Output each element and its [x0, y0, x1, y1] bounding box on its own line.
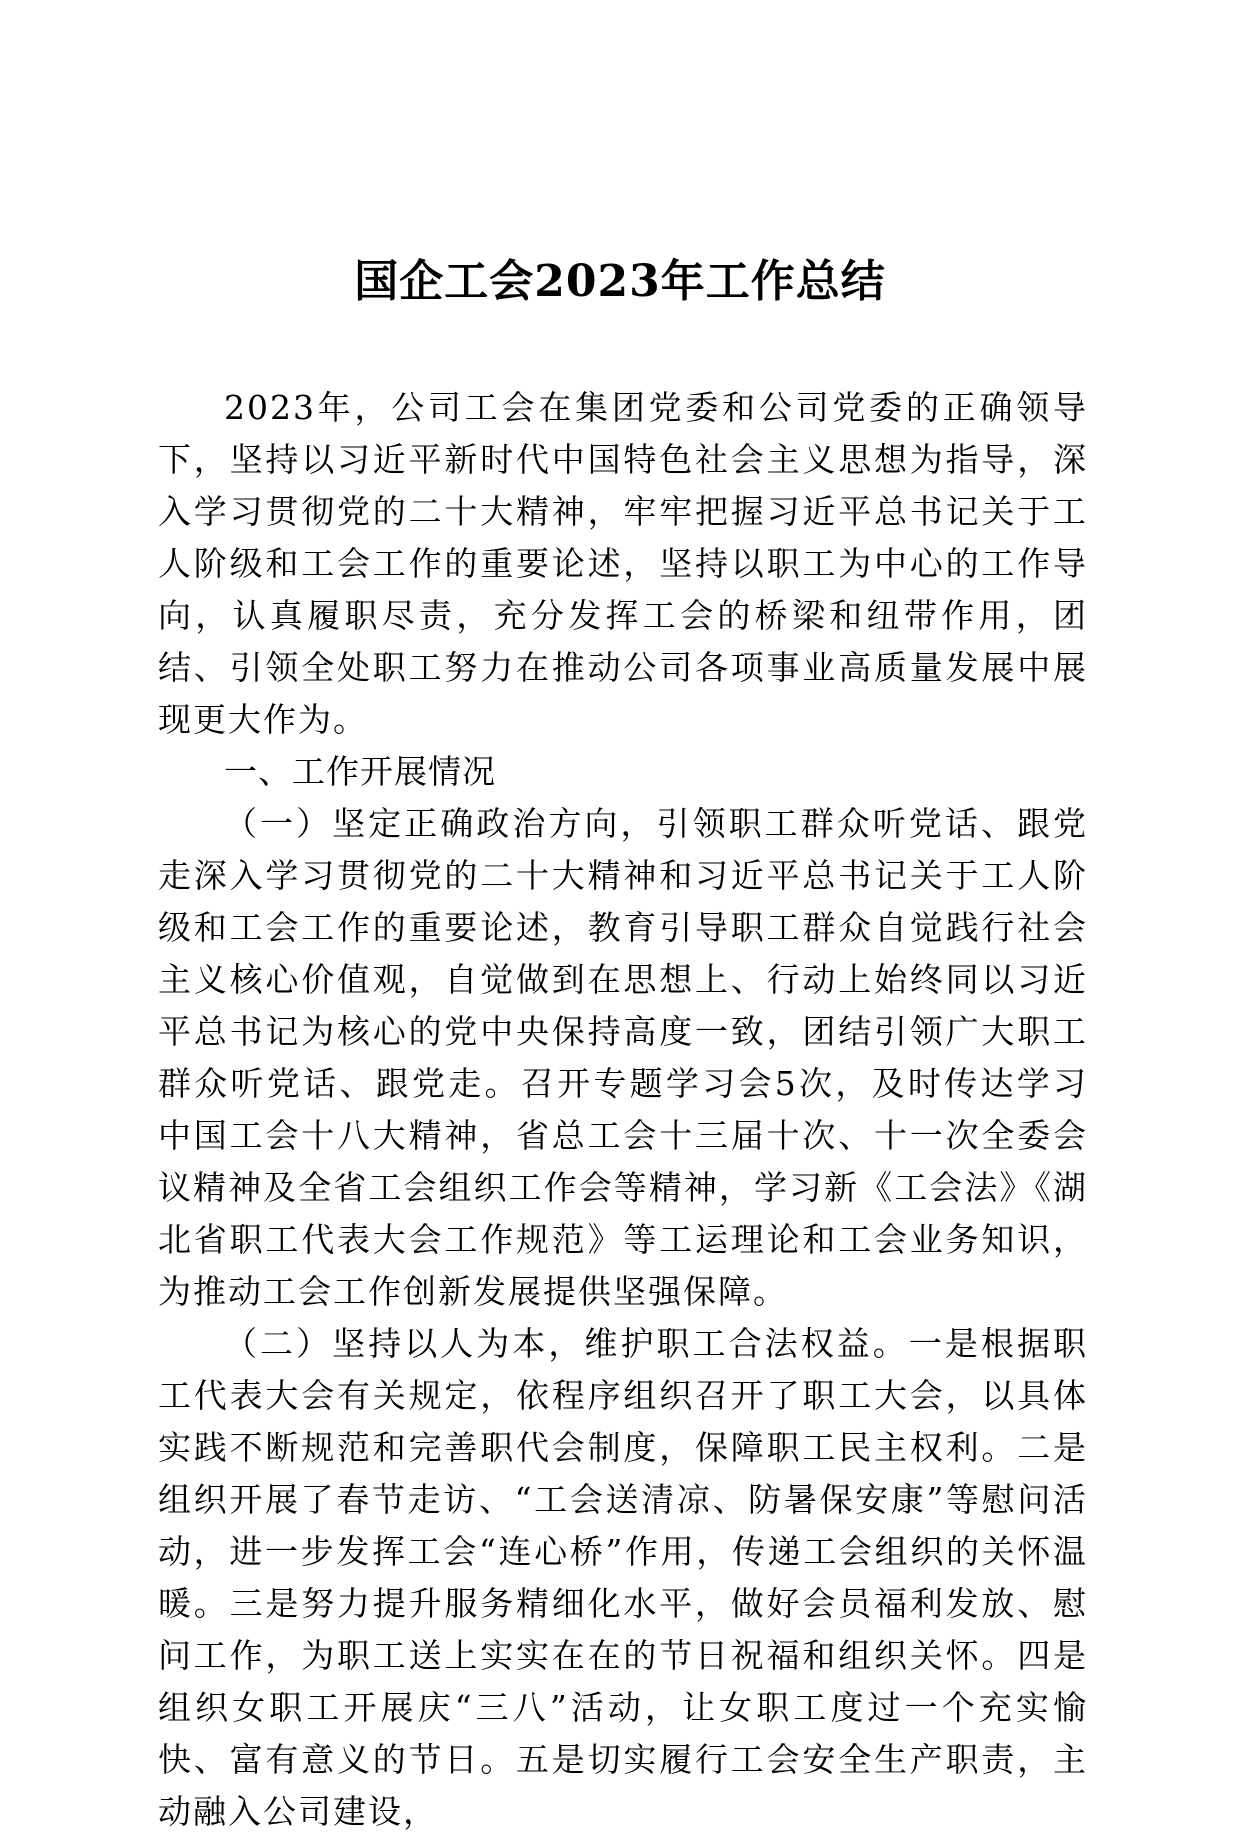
intro-paragraph: 2023年，公司工会在集团党委和公司党委的正确领导下，坚持以习近平新时代中国特色社会主义思想为指导，深入学习贯彻党的二十大精神，牢牢把握习近平总书记关于工人阶级和工会工作的重要论述，坚持以职工为中心的工作导向，认真履职尽责，充分发挥工会的桥梁和纽带作用，团结、引领全处职工努力在推动公司各项事业高质量发展中展现更大作为。 [158, 388, 1088, 739]
section-1-paragraph: （一）坚定正确政治方向，引领职工群众听党话、跟党走深入学习贯彻党的二十大精神和习近平总书记关于工人阶级和工会工作的重要论述，教育引导职工群众自觉践行社会主义核心价值观，自觉做到在思想上、行动上始终同以习近平总书记为核心的党中央保持高度一致，团结引领广大职工群众听党话、跟党走。召开专题学习会5次，及时传达学习中国工会十八大精神，省总工会十三届十次、十一次全委会议精神及全省工会组织工作会等精神，学习新《工会法》《湖北省职工代表大会工作规范》等工运理论和工会业务知识，为推动工会工作创新发展提供坚强保障。 [158, 804, 1088, 1311]
document-body [158, 382, 1088, 1838]
section-heading: 一、工作开展情况 [224, 752, 496, 791]
section-2-paragraph: （二）坚持以人为本，维护职工合法权益。一是根据职工代表大会有关规定，依程序组织召开了职工大会，以具体实践不断规范和完善职代会制度，保障职工民主权利。二是组织开展了春节走访、“工会送清凉、防暑保安康”等慰问活动，进一步发挥工会“连心桥”作用，传递工会组织的关怀温暖。三是努力提升服务精细化水平，做好会员福利发放、慰问工作，为职工送上实实在在的节日祝福和组织关怀。四是组织女职工开展庆“三八”活动，让女职工度过一个充实愉快、富有意义的节日。五是切实履行工会安全生产职责，主动融入公司建设， [158, 1324, 1088, 1831]
document-title: 国企工会2023年工作总结 [354, 256, 886, 307]
